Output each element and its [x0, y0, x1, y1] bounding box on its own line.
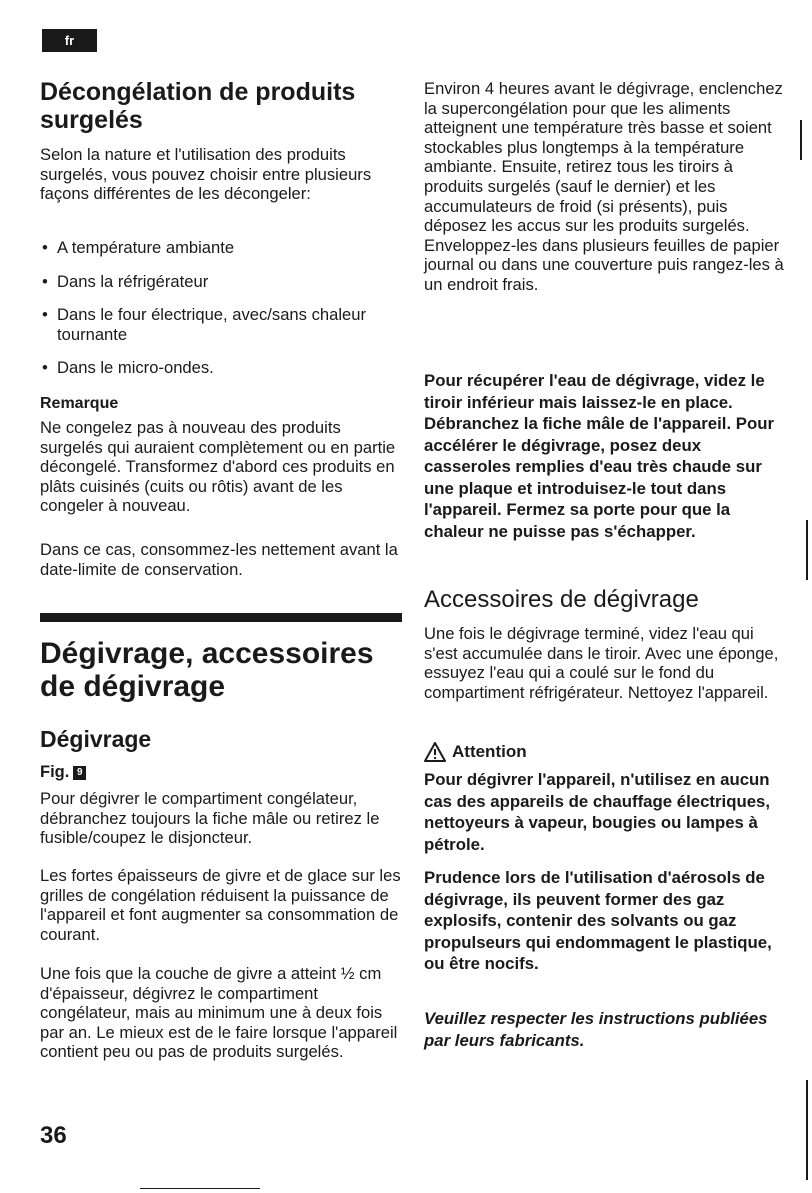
scan-edge-mark [806, 520, 808, 580]
attention-heading [424, 742, 527, 762]
section-title-thawing: Décongélation de produits surgelés [40, 78, 356, 134]
remark-label: Remarque [40, 395, 119, 412]
attention-label: Attention [452, 742, 527, 761]
figure-label: Fig. [40, 763, 70, 781]
list-item: • Dans la réfrigérateur [40, 272, 370, 292]
warning-aerosols: Prudence lors de l'utilisation d'aérosols de dégivrage, ils peuvent former des gaz explosifs, contenir des solvants ou gaz propulseurs qui endommagent le plastique, ou être nocifs. [424, 868, 772, 973]
figure-reference [40, 763, 86, 782]
remark-text: Ne congelez pas à nouveau des produits surgelés qui auraient complètement ou en partie décongelé. Transformez d'abord ces produits en plâts cuisinés (cuits ou rôtis) avant de les congeler à nouveau. [40, 418, 396, 516]
chapter-title-defrosting: Dégivrage, accessoires de dégivrage [40, 637, 374, 703]
warning-triangle-icon [424, 742, 446, 762]
warning-manufacturer-instructions: Veuillez respecter les instructions publiées par leurs fabricants. [424, 1009, 768, 1050]
chapter-divider [40, 613, 402, 622]
defrost-paragraph-3: Une fois que la couche de givre a atteint ½ cm d'épaisseur, dégivrez le compartiment congélateur, mais au minimum une à deux fois par an. Le mieux est de le faire lorsque l'appareil contient peu ou pas de produits surgelés. [40, 964, 398, 1062]
list-item: • A température ambiante [40, 238, 370, 258]
subsection-title-defrosting: Dégivrage [40, 726, 152, 752]
list-item: • Dans le four électrique, avec/sans chaleur tournante [40, 305, 370, 344]
section-title-accessories: Accessoires de dégivrage [424, 586, 699, 613]
water-collection-instructions: Pour récupérer l'eau de dégivrage, videz le tiroir inférieur mais laissez-le en place. Débranchez la fiche mâle de l'appareil. Pour accélérer le dégivrage, posez deux casseroles remplies d'eau très chaude sur une plaque et introduisez-le tout dans l'appareil. Fermez sa porte pour que la chaleur ne puisse pas s'échapper. [424, 371, 774, 541]
thawing-intro: Selon la nature et l'utilisation des produits surgelés, vous pouvez choisir entre plusieurs façons différentes de les décongeler: [40, 145, 372, 204]
figure-number-badge: 9 [73, 766, 86, 780]
defrost-paragraph-2: Les fortes épaisseurs de givre et de glace sur les grilles de congélation réduisent la puissance de l'appareil et font augmenter sa consommation de courant. [40, 866, 401, 944]
scan-edge-mark [140, 1188, 260, 1189]
scan-edge-mark [806, 1080, 808, 1180]
preparation-paragraph: Environ 4 heures avant le dégivrage, enclenchez la supercongélation pour que les aliments atteignent une température très basse et soient stockables plus longtemps à la température ambiante. Ensuite, retirez tous les tiroirs à produits surgelés (sauf le dernier) et les accumulateurs de froid (si présents), puis déposez les accus sur les produits surgelés. Enveloppez-les dans plusieurs feuilles de papier journal ou dans une couverture puis rangez-les à un endroit frais. [424, 79, 784, 294]
thawing-methods-list [40, 238, 370, 392]
list-item: • Dans le micro-ondes. [40, 358, 370, 378]
language-tag: fr [42, 29, 97, 52]
defrost-paragraph-1: Pour dégivrer le compartiment congélateur, débranchez toujours la fiche mâle ou retirez le fusible/coupez le disjoncteur. [40, 789, 380, 848]
remark-text-2: Dans ce cas, consommez-les nettement avant la date-limite de conservation. [40, 540, 398, 579]
page-number: 36 [40, 1122, 67, 1149]
scan-edge-mark [800, 120, 802, 160]
accessories-paragraph: Une fois le dégivrage terminé, videz l'eau qui s'est accumulée dans le tiroir. Avec une éponge, essuyez l'eau qui a coulé sur le fond du compartiment réfrigérateur. Nettoyez l'appareil. [424, 624, 779, 702]
warning-heaters: Pour dégivrer l'appareil, n'utilisez en aucun cas des appareils de chauffage électriques, nettoyeurs à vapeur, bougies ou lampes à pétrole. [424, 770, 771, 854]
